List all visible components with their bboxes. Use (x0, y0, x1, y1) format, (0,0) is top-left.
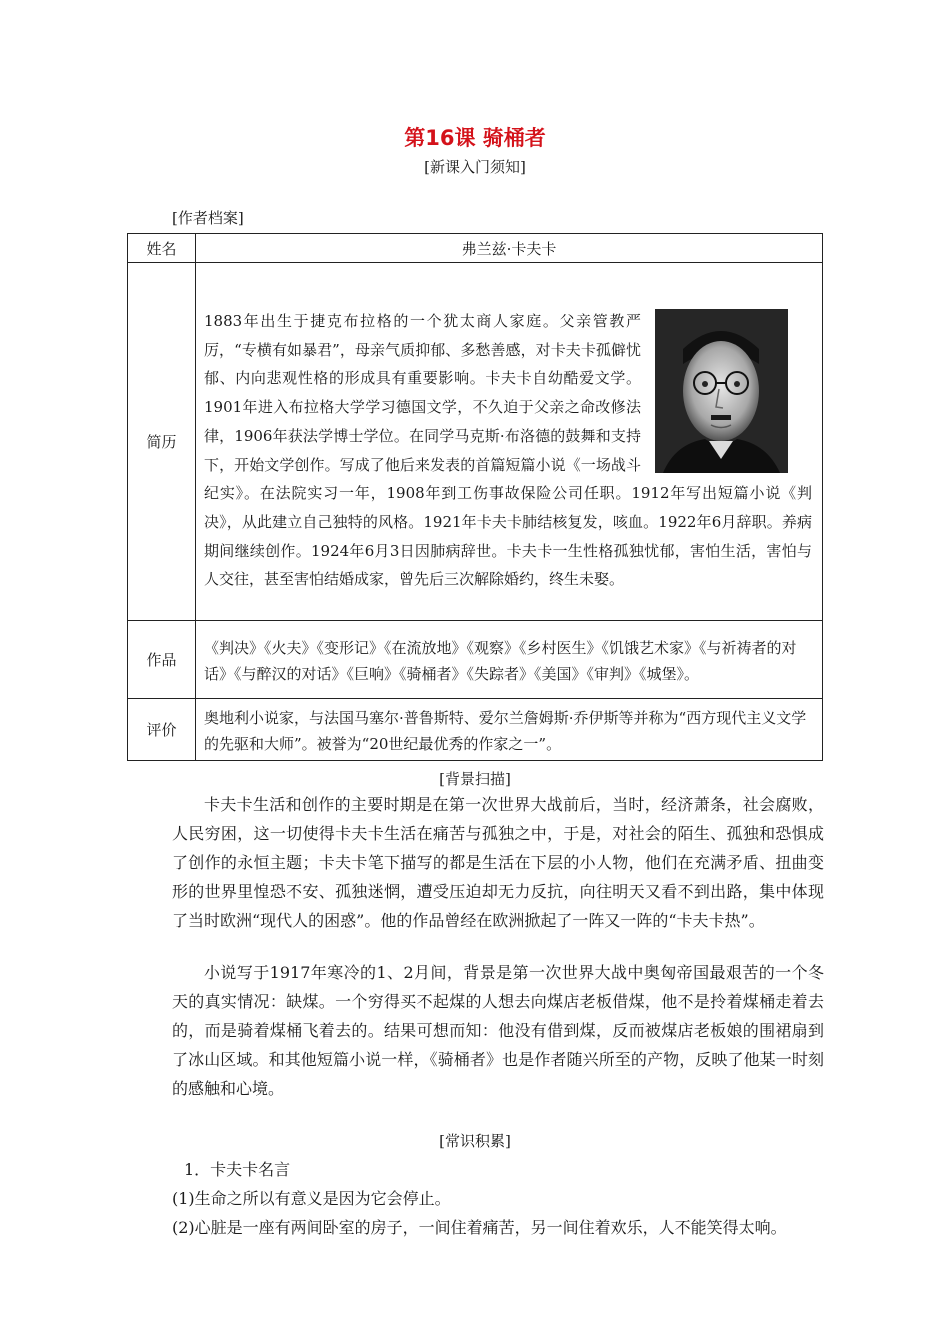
background-label: [背景扫描] (439, 770, 511, 788)
name-value: 弗兰兹·卡夫卡 (196, 234, 823, 263)
page-title: 第16课 骑桶者 (404, 126, 546, 150)
evaluation-label: 评价 (128, 699, 196, 761)
works-label: 作品 (128, 621, 196, 699)
works-cell (196, 621, 823, 699)
table-row-name (128, 234, 823, 263)
background-paragraph-2: 小说写于1917年寒冷的1、2月间，背景是第一次世界大战中奥匈帝国最艰苦的一个冬天的真实情况：缺煤。一个穷得买不起煤的人想去向煤店老板借煤，他不是拎着煤桶走着去的，而是骑着煤桶飞着去的。结果可想而知：他没有借到煤，反而被煤店老板娘的围裙扇到了冰山区域。和其他短篇小说一样，《骑桶者》也是作者随兴所至的产物，反映了他某一时刻的感触和心境。 (172, 963, 824, 1098)
name-label: 姓名 (128, 234, 196, 263)
page-subtitle: [新课入门须知] (424, 158, 526, 176)
portrait-photo (655, 309, 788, 473)
evaluation-cell (196, 699, 823, 761)
author-profile-table (127, 233, 823, 761)
table-row-bio (128, 263, 823, 621)
works-text: 《判决》《火夫》《变形记》《在流放地》《观察》《乡村医生》《饥饿艺术家》《与祈祷者的对话》《与醉汉的对话》《巨响》《骑桶者》《失踪者》《美国》《审判》《城堡》。 (204, 638, 797, 683)
bio-cell (196, 263, 823, 621)
author-archive-label: [作者档案] (172, 209, 244, 227)
bio-label: 简历 (128, 263, 196, 621)
background-paragraph-1: 卡夫卡生活和创作的主要时期是在第一次世界大战前后，当时，经济萧条，社会腐败，人民穷困，这一切使得卡夫卡生活在痛苦与孤独之中，于是，对社会的陌生、孤独和恐惧成了创作的永恒主题；卡夫卡笔下描写的都是生活在下层的小人物，他们在充满矛盾、扭曲变形的世界里惶恐不安、孤独迷惘，遭受压迫却无力反抗，向往明天又看不到出路，集中体现了当时欧洲“现代人的困惑”。他的作品曾经在欧洲掀起了一阵又一阵的“卡夫卡热”。 (172, 795, 824, 930)
table-row-evaluation (128, 699, 823, 761)
quotes-heading: 1．卡夫卡名言 (184, 1160, 291, 1179)
table-row-works (128, 621, 823, 699)
quote-item-1: (1)生命之所以有意义是因为它会停止。 (172, 1189, 451, 1208)
bio-text: 1883年出生于捷克布拉格的一个犹太商人家庭。父亲管教严厉，“专横有如暴君”，母亲气质抑郁、多愁善感，对卡夫卡孤僻忧郁、内向悲观性格的形成具有重要影响。卡夫卡自幼酷爱文学。1901年进入布拉格大学学习德国文学，不久迫于父亲之命改修法律，1906年获法学博士学位。在同学马克斯·布洛德的鼓舞和支持下，开始文学创作。写成了他后来发表的首篇短篇小说《一场战斗纪实》。在法院实习一年，1908年到工伤事故保险公司任职。1912年写出短篇小说《判决》，从此建立自己独特的风格。1921年卡夫卡肺结核复发，咳血。1922年6月辞职。养病期间继续创作。1924年6月3日因肺病辞世。卡夫卡一生性格孤独忧郁，害怕生活，害怕与人交往，甚至害怕结婚成家，曾先后三次解除婚约，终生未娶。 (204, 311, 812, 589)
quote-item-2: (2)心脏是一座有两间卧室的房子，一间住着痛苦，另一间住着欢乐，人不能笑得太响。 (172, 1218, 787, 1237)
common-knowledge-label: [常识积累] (439, 1132, 511, 1150)
evaluation-text: 奥地利小说家，与法国马塞尔·普鲁斯特、爱尔兰詹姆斯·乔伊斯等并称为“西方现代主义文学的先驱和大师”。被誉为“20世纪最优秀的作家之一”。 (204, 708, 807, 753)
